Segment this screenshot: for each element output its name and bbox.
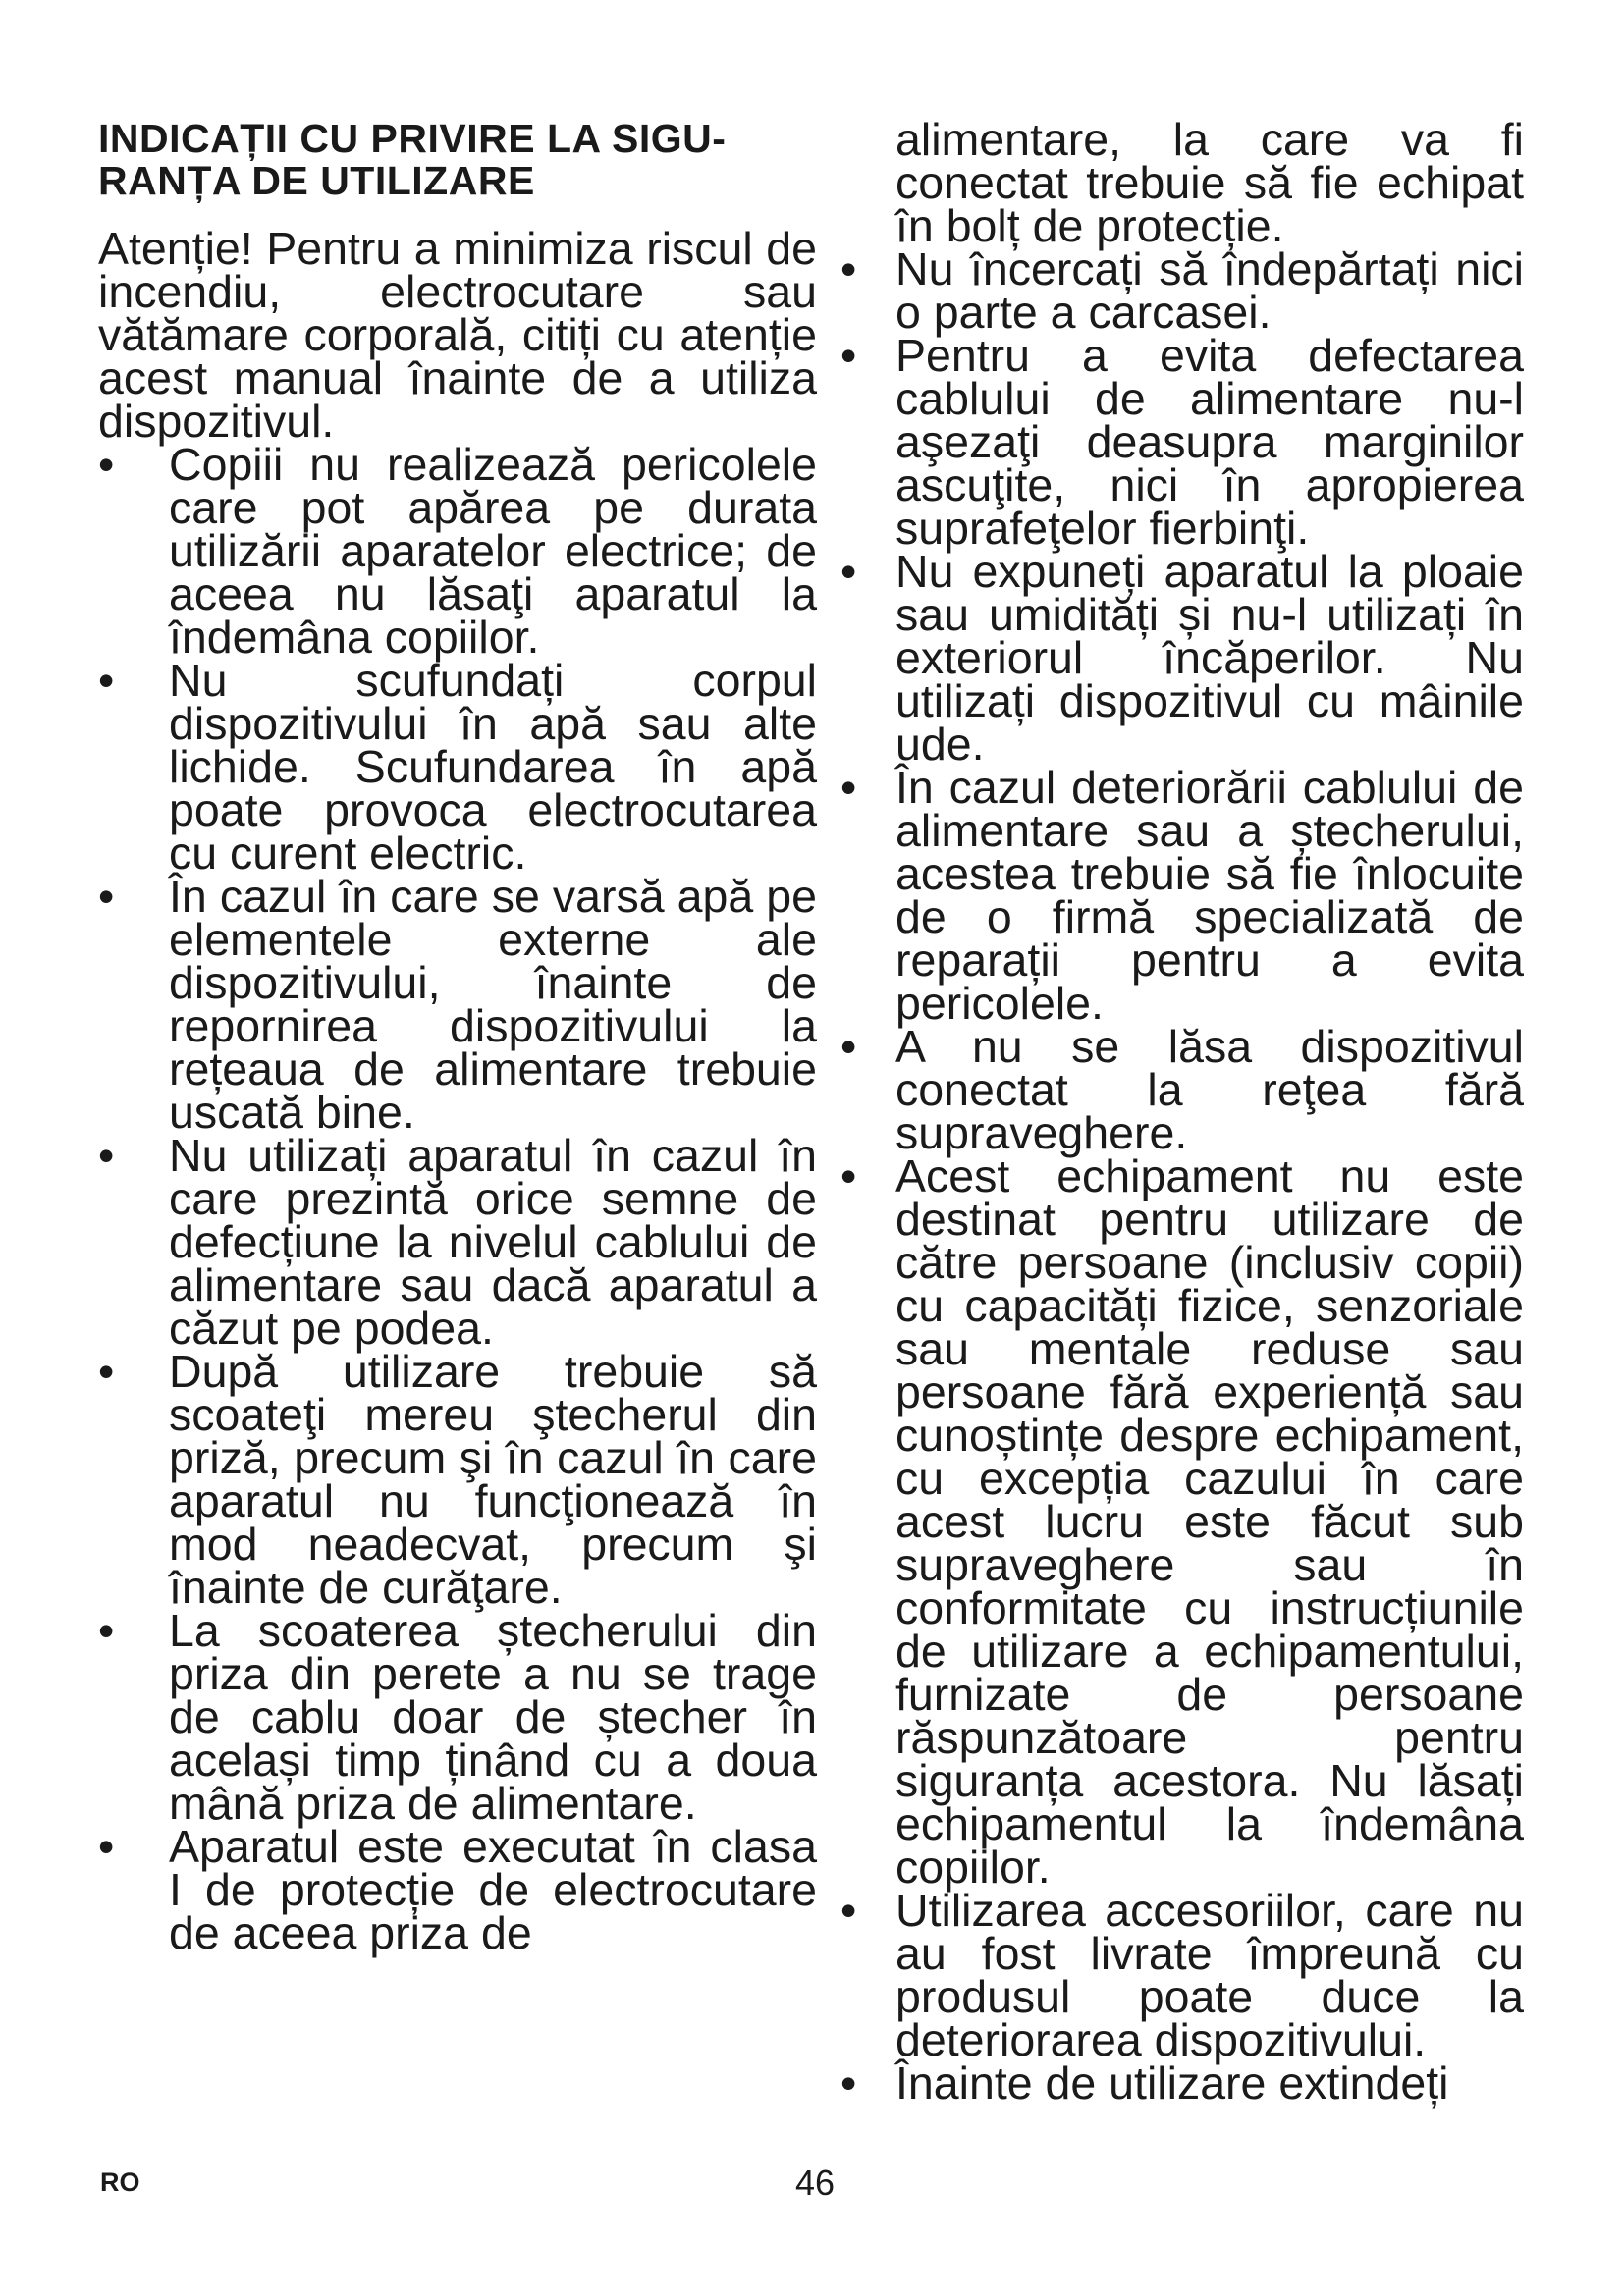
list-item: • A nu se lăsa dispozitivul conectat la reţea fără supraveghere. [842, 1025, 1524, 1154]
list-item: • Pentru a evita defectarea cablului de alimentare nu-l aşezaţi deasupra marginilor ascuţite, nici în apropierea suprafeţelor fierbinţi. [842, 334, 1524, 550]
list-item: • Nu utilizați aparatul în cazul în care prezintă orice semne de defecțiune la nivelul cablului de alimentare sau dacă aparatul a căzut pe podea. [98, 1134, 817, 1350]
list-item: • La scoaterea ștecherului din priza din perete a nu se trage de cablu doar de ștecher în același timp ținând cu a doua mână priza de alimentare. [98, 1609, 817, 1825]
right-column [895, 114, 1524, 2109]
page-number: 46 [795, 2163, 836, 2203]
list-item: • Nu scufundați corpul dispozitivului în apă sau alte lichide. Scufundarea în apă poate provoca electrocutarea cu curent electric. [98, 659, 817, 875]
section-heading: INDICAȚII CU PRIVIRE LA SIGU-RANȚA DE UTILIZARE [98, 116, 727, 203]
list-item: • În cazul deteriorării cablului de alimentare sau a ștecherului, acestea trebuie să fie înlocuite de o firmă specializată de reparații pentru a evita pericolele. [842, 766, 1524, 1025]
right-bullet-list [895, 243, 1524, 2109]
continued-text: alimentare, la care va fi conectat trebuie să fie echipat în bolț de protecție. [895, 114, 1524, 251]
warning-intro: Atenție! Pentru a minimiza riscul de incendiu, electrocutare sau vătămare corporală, citiți cu atenție acest manual înainte de a utiliza dispozitivul. [98, 223, 817, 447]
language-code: RO [100, 2167, 140, 2197]
list-item: • Utilizarea accesoriilor, care nu au fost livrate împreună cu produsul poate duce la deteriorarea dispozitivului. [842, 1889, 1524, 2061]
list-item: • În cazul în care se varsă apă pe elementele externe ale dispozitivului, înainte de repornirea dispozitivului la rețeaua de alimentare trebuie uscată bine. [98, 875, 817, 1134]
list-item: • Acest echipament nu este destinat pentru utilizare de către persoane (inclusiv copii) cu capacități fizice, senzoriale sau mentale reduse sau persoane fără experiență sau cunoștințe despre echipament, cu excepția cazului în care acest lucru este făcut sub supraveghere sau în conformitate cu instrucțiunile de utilizare a echipamentului, furnizate de persoane răspunzătoare pentru siguranța acestora. Nu lăsați echipamentul la îndemâna copiilor. [842, 1154, 1524, 1889]
list-item: • Nu expuneți aparatul la ploaie sau umidități și nu-l utilizați în exteriorul încăperilor. Nu utilizați dispozitivul cu mâinile ude. [842, 550, 1524, 766]
list-item: • Copiii nu realizează pericolele care pot apărea pe durata utilizării aparatelor electrice; de aceea nu lăsaţi aparatul la îndemâna copiilor. [98, 443, 817, 659]
list-item: • Nu încercați să îndepărtați nici o parte a carcasei. [842, 247, 1524, 334]
list-item: • Înainte de utilizare extindeți [842, 2061, 1524, 2105]
left-column [98, 116, 817, 1958]
left-bullet-list [98, 439, 817, 1958]
list-item: • Aparatul este executat în clasa I de protecție de electrocutare de aceea priza de [98, 1825, 817, 1954]
list-item: • După utilizare trebuie să scoateţi mereu ştecherul din priză, precum şi în cazul în care aparatul nu funcţionează în mod neadecvat, precum şi înainte de curăţare. [98, 1350, 817, 1609]
